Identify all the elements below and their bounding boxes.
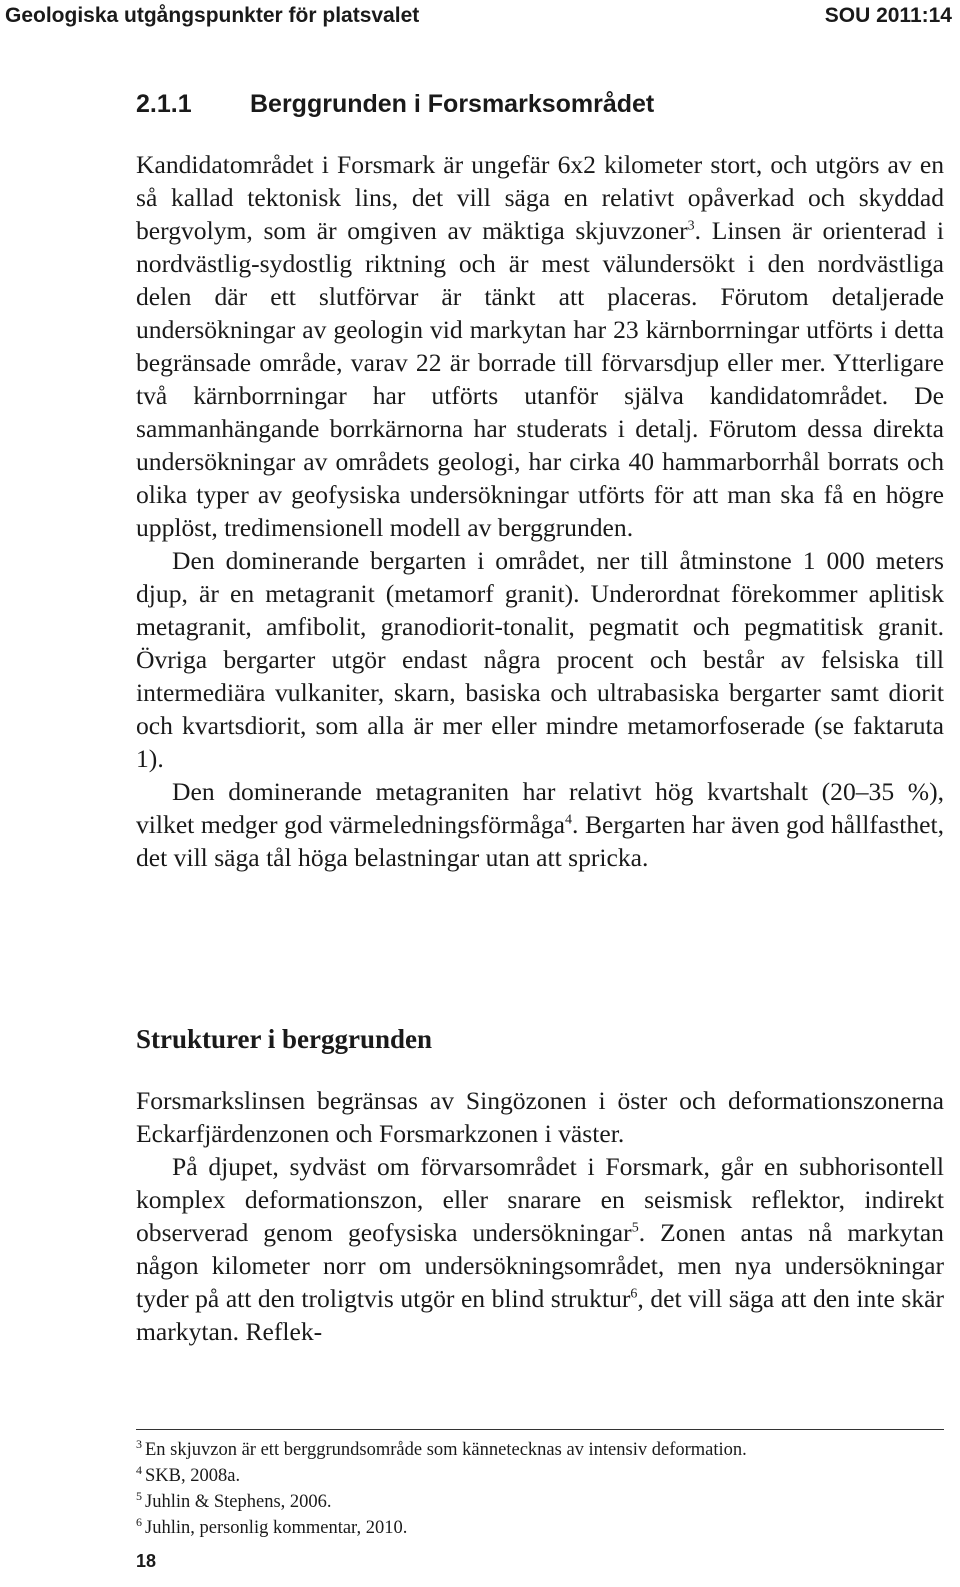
paragraph-text: På djupet, sydväst om förvarsområdet i Forsmark, går en subhorisontell komplex deformationszon, eller snarare en seismisk reflektor, indirekt observerad genom geofysiska undersökningar — [136, 1152, 944, 1247]
section-body — [136, 148, 944, 874]
paragraph-3 — [136, 775, 944, 874]
footnote-4 — [136, 1463, 944, 1489]
section-number: 2.1.1 — [136, 90, 192, 118]
paragraph-4: Forsmarkslinsen begränsas av Singözonen i öster och deformationszonerna Eckarfjärdenzonen och Forsmarkzonen i väster. — [136, 1086, 944, 1148]
footnote-text: Juhlin, personlig kommentar, 2010. — [145, 1518, 408, 1538]
paragraph-text: . Zonen antas nå markytan någon kilometer norr om undersökningsområdet, men nya undersökningar tyder på att den troligtvis utgör en blind struktur — [136, 1218, 944, 1313]
subsection-heading: Strukturer i berggrunden — [136, 1024, 433, 1054]
footnote-text: En skjuvzon är ett berggrundsområde som kännetecknas av intensiv deformation. — [145, 1440, 747, 1460]
footnote-5 — [136, 1489, 944, 1515]
paragraph-2: Den dominerande bergarten i området, ner till åtminstone 1 000 meters djup, är en metagranit (metamorf granit). Underordnat förekommer aplitisk metagranit, amfibolit, granodiorit-tonalit, pegmatit och pegmatitisk granit. Övriga bergarter utgör endast några procent och består av felsiska till intermediära vulkaniter, skarn, basiska och ultrabasiska bergarter samt diorit och kvartsdiorit, som alla är mer eller mindre metamorfoserade (se faktaruta 1). — [136, 546, 944, 773]
paragraph-5 — [136, 1150, 944, 1348]
footnote-number: 3 — [136, 1436, 142, 1451]
header-document-title: Geologiska utgångspunkter för platsvalet — [5, 4, 420, 27]
paragraph-text: . Bergarten har även god hållfasthet, det vill säga tål höga belastningar utan att spricka. — [136, 810, 944, 872]
footnote-number: 5 — [136, 1488, 142, 1503]
paragraph-text: Kandidatområdet i Forsmark är ungefär 6x2 kilometer stort, och utgörs av en så kallad tektonisk lins, det vill säga en relativt opåverkad och skyddad bergvolym, som är omgiven av mäktiga skjuvzoner — [136, 150, 944, 245]
running-header — [5, 2, 952, 30]
footnote-divider — [136, 1429, 944, 1430]
footnote-number: 4 — [136, 1462, 142, 1477]
subsection-body — [136, 1084, 944, 1348]
footnote-text: SKB, 2008a. — [145, 1466, 241, 1486]
paragraph-text: . Linsen är orienterad i nordvästlig-sydostlig riktning och är mest välundersökt i den nordvästliga delen där ett slutförvar är tänkt att placeras. Förutom detaljerade undersökningar av geologin vid markytan har 23 kärnborrningar utförts i detta begränsade område, varav 22 är borrade till förvarsdjup eller mer. Ytterligare två kärnborrningar har utförts utanför själva kandidatområdet. De sammanhängande borrkärnorna har studerats i detalj. Förutom dessa direkta undersökningar av områdets geologi, har cirka 40 hammarborrhål borrats och olika typer av geofysiska undersökningar utförts för att man ska få en högre upplöst, tredimensionell modell av berggrunden. — [136, 216, 944, 542]
footnote-ref: 6 — [630, 1286, 638, 1302]
footnote-3 — [136, 1437, 944, 1463]
footnote-ref: 5 — [631, 1220, 639, 1236]
paragraph-text: , det vill säga att den inte skär markytan. Reflek- — [136, 1284, 944, 1346]
footnote-text: Juhlin & Stephens, 2006. — [145, 1492, 332, 1512]
section-heading — [136, 90, 654, 119]
footnote-ref: 3 — [687, 218, 695, 234]
paragraph-text: Den dominerande metagraniten har relativt hög kvartshalt (20–35 %), vilket medger god värmeledningsförmåga — [136, 777, 944, 839]
section-title: Berggrunden i Forsmarksområdet — [250, 90, 655, 118]
page-number: 18 — [136, 1551, 157, 1571]
footnote-ref: 4 — [565, 812, 573, 828]
paragraph-1 — [136, 148, 944, 544]
footnotes — [136, 1437, 944, 1541]
footnote-6 — [136, 1515, 944, 1541]
footnote-number: 6 — [136, 1514, 142, 1529]
header-report-id: SOU 2011:14 — [824, 4, 952, 27]
